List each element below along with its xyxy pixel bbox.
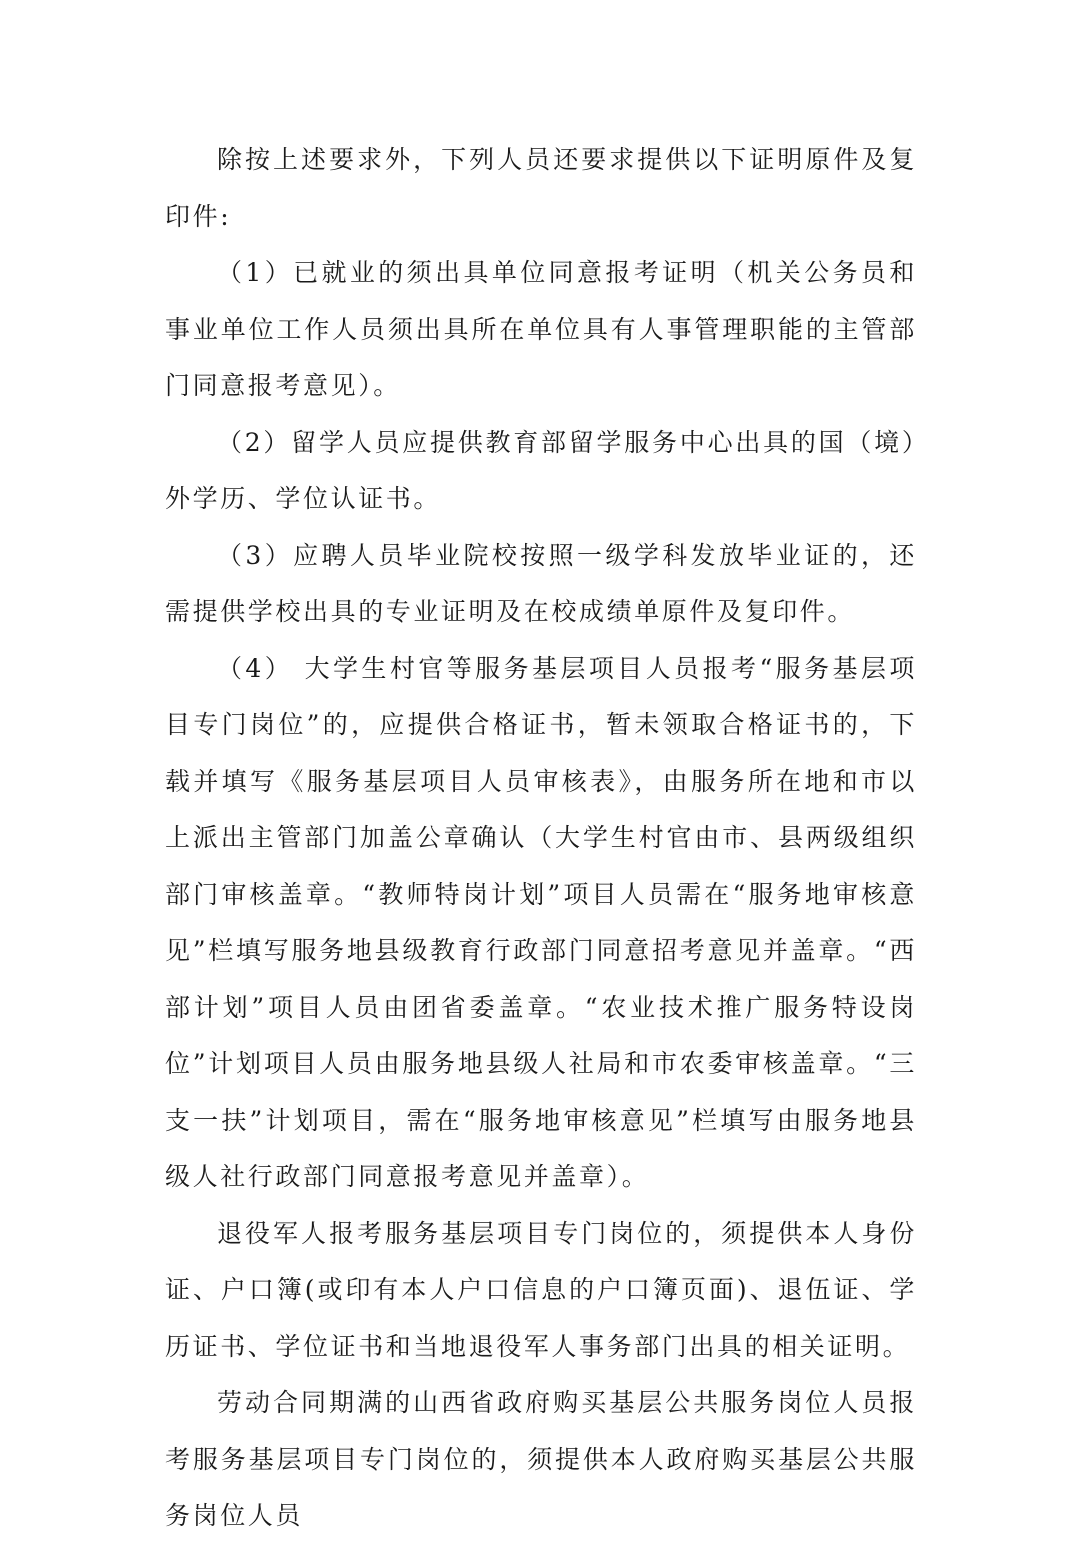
veterans-paragraph: 退役军人报考服务基层项目专门岗位的，须提供本人身份证、户口簿(或印有本人户口信息的户口簿页面)、退伍证、学历证书、学位证书和当地退役军人事务部门出具的相关证明。 [165,1218,917,1361]
item-1-employed-paragraph: （1）已就业的须出具单位同意报考证明（机关公务员和事业单位工作人员须出具所在单位具有人事管理职能的主管部门同意报考意见）。 [165,258,917,400]
item-3-graduate-paragraph: （3）应聘人员毕业院校按照一级学科发放毕业证的，还需提供学校出具的专业证明及在校成绩单原件及复印件。 [165,540,917,626]
item-4-grassroots-paragraph: （4） 大学生村官等服务基层项目人员报考“服务基层项目专门岗位”的，应提供合格证书，暂未领取合格证书的，下载并填写《服务基层项目人员审核表》，由服务所在地和市以上派出主管部门加盖公章确认（大学生村官由市、县两级组织部门审核盖章。“教师特岗计划”项目人员需在“服务地审核意见”栏填写服务地县级教育行政部门同意招考意见并盖章。“西部计划”项目人员由团省委盖章。“农业技术推广服务特设岗位”计划项目人员由服务地县级人社局和市农委审核盖章。“三支一扶”计划项目，需在“服务地审核意见”栏填写由服务地县级人社行政部门同意报考意见并盖章）。 [165,653,917,1191]
intro-paragraph: 除按上述要求外，下列人员还要求提供以下证明原件及复印件: [165,145,917,231]
contract-expired-paragraph: 劳动合同期满的山西省政府购买基层公共服务岗位人员报考服务基层项目专门岗位的，须提供本人政府购买基层公共服务岗位人员 [165,1388,917,1530]
document-body [165,132,917,1545]
item-2-overseas-paragraph: （2）留学人员应提供教育部留学服务中心出具的国（境）外学历、学位认证书。 [165,427,917,513]
